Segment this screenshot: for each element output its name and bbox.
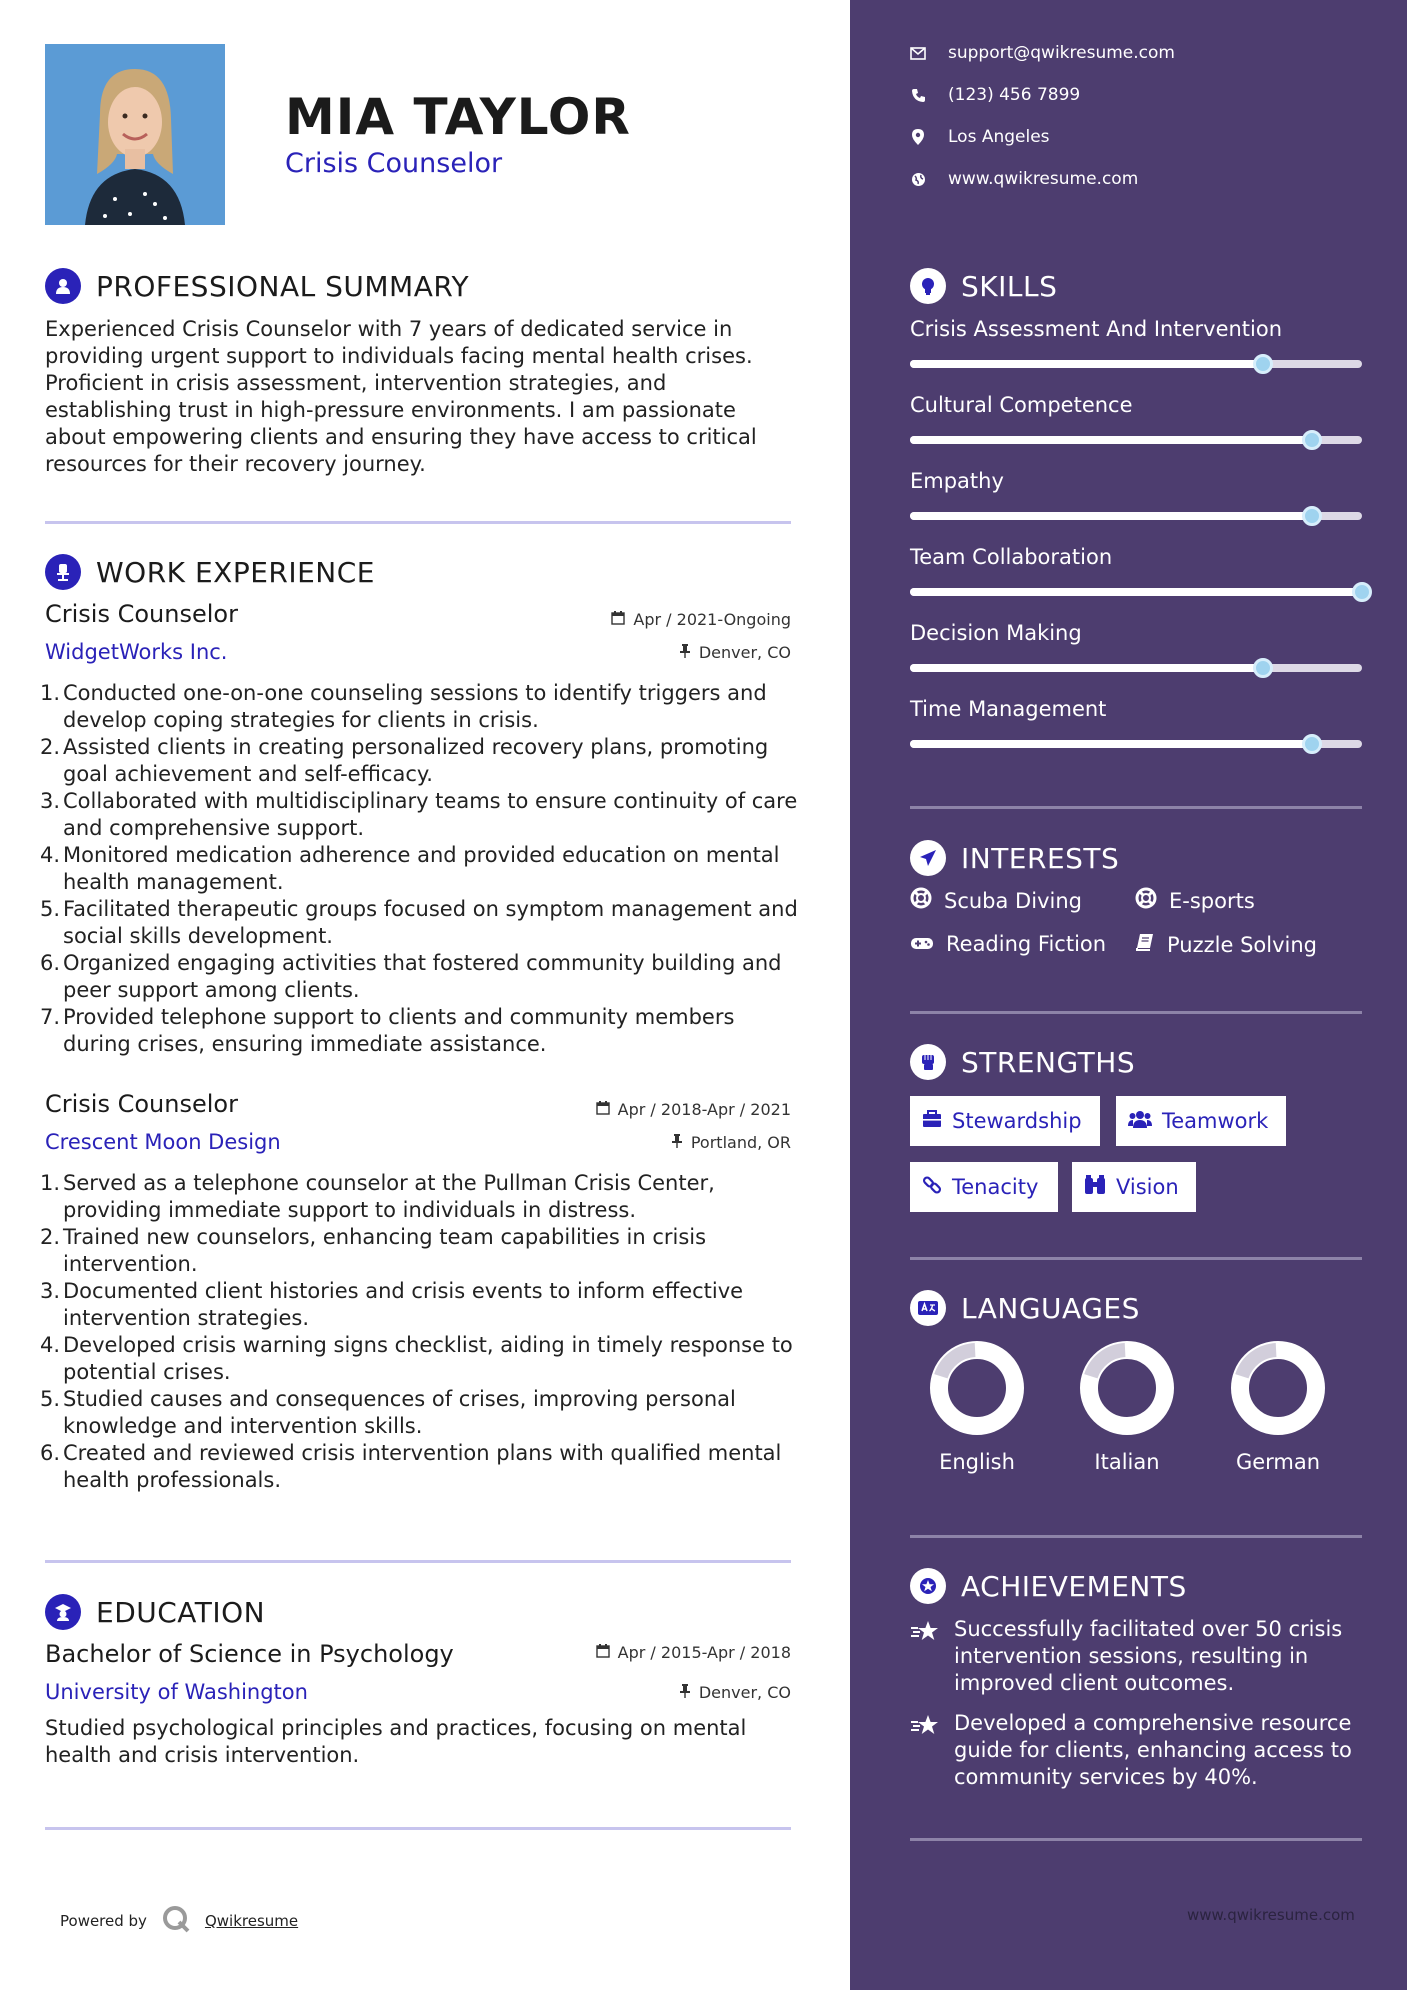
education-heading [45, 1594, 265, 1630]
language-donut-hole [949, 1360, 1005, 1416]
interest-label: Reading Fiction [946, 932, 1107, 956]
skill-bar [910, 664, 1362, 672]
skill-bar-knob [1253, 354, 1273, 374]
skill-bar [910, 360, 1362, 368]
profile-photo [45, 44, 225, 225]
strength-label: Tenacity [952, 1175, 1039, 1199]
skill-label: Empathy [910, 469, 1004, 493]
skills-title: SKILLS [961, 269, 1058, 303]
skill-bar [910, 740, 1362, 748]
fist-icon [910, 1044, 946, 1080]
job-dates [596, 1100, 791, 1119]
achievement-text: Developed a comprehensive resource guide for clients, enhancing access to community services by 40%. [954, 1711, 1352, 1789]
education-location-text: Denver, CO [698, 1683, 791, 1702]
section-divider [910, 1535, 1362, 1538]
pin-icon [671, 1133, 683, 1152]
job-title: Crisis Counselor [45, 600, 238, 628]
skill-bar-fill [910, 588, 1362, 596]
skill-bar-knob [1302, 430, 1322, 450]
star-icon [910, 1616, 940, 1697]
language-donut-hole [1099, 1360, 1155, 1416]
candidate-role: Crisis Counselor [285, 148, 503, 179]
interest-item [1135, 932, 1317, 957]
contact-email-text: support@qwikresume.com [948, 43, 1175, 63]
chair-icon [45, 554, 81, 590]
calendar-icon [596, 1643, 610, 1662]
language-icon [910, 1290, 946, 1326]
skills-heading [910, 268, 1057, 304]
skill-bar [910, 512, 1362, 520]
list-item: 4. Developed crisis warning signs checklist, aiding in timely response to potential crises. [40, 1333, 793, 1384]
envelope-icon [910, 45, 926, 61]
contact-website[interactable] [910, 169, 1138, 189]
pin-icon [679, 643, 691, 662]
education-dates-text: Apr / 2015-Apr / 2018 [617, 1643, 791, 1662]
achievements-heading [910, 1568, 1187, 1604]
job-bullets [40, 1170, 800, 1494]
skill-label: Team Collaboration [910, 545, 1113, 569]
phone-icon [910, 87, 926, 103]
pin-icon [679, 1683, 691, 1702]
contact-phone-text: (123) 456 7899 [948, 85, 1081, 105]
strength-label: Teamwork [1162, 1109, 1269, 1133]
contact-email[interactable] [910, 43, 1175, 63]
language-item [1062, 1340, 1192, 1474]
skill-bar-knob [1352, 582, 1372, 602]
skill-label: Time Management [910, 697, 1107, 721]
book-icon [1135, 932, 1155, 957]
summary-title: PROFESSIONAL SUMMARY [96, 269, 470, 303]
job-location-text: Denver, CO [698, 643, 791, 662]
job-dates-text: Apr / 2018-Apr / 2021 [617, 1100, 791, 1119]
map-marker-icon [910, 129, 926, 145]
binoculars-icon [1084, 1175, 1106, 1200]
lightbulb-icon [910, 268, 946, 304]
skill-bar-fill [910, 740, 1312, 748]
interests-title: INTERESTS [961, 841, 1120, 875]
skill-label: Crisis Assessment And Intervention [910, 317, 1283, 341]
job-location-text: Portland, OR [690, 1133, 791, 1152]
calendar-icon [596, 1100, 610, 1119]
skill-bar-fill [910, 360, 1263, 368]
powered-by-label: Powered by [60, 1912, 147, 1930]
user-icon [45, 268, 81, 304]
interest-label: Scuba Diving [944, 888, 1082, 913]
skill-label: Cultural Competence [910, 393, 1133, 417]
summary-text: Experienced Crisis Counselor with 7 years of dedicated service in providing urgent support to individuals facing mental health crises. Proficient in crisis assessment, intervention strategies, and establishing trust in high-pressure environments. I am passionate about empowering clients and ensuring they have access to critical resources for their recovery journey. [45, 317, 757, 476]
skill-bar [910, 588, 1362, 596]
strengths-heading [910, 1044, 1135, 1080]
education-location [679, 1683, 791, 1702]
list-item: 4. Monitored medication adherence and provided education on mental health management. [40, 843, 780, 894]
contact-location-text: Los Angeles [948, 127, 1050, 147]
star-badge-icon [910, 1568, 946, 1604]
contact-phone[interactable] [910, 85, 1080, 105]
list-item: 6. Organized engaging activities that fostered community building and peer support among clients. [40, 951, 782, 1002]
footer-url[interactable]: www.qwikresume.com [1187, 1906, 1355, 1924]
gamepad-icon [910, 932, 934, 956]
company-name: Crescent Moon Design [45, 1130, 281, 1154]
language-item [912, 1340, 1042, 1474]
paper-plane-icon [910, 840, 946, 876]
job-dates-text: Apr / 2021-Ongoing [633, 610, 791, 629]
life-ring-icon [1135, 887, 1157, 914]
qwikresume-link[interactable]: Qwikresume [204, 1912, 299, 1930]
section-divider [45, 1827, 791, 1830]
skill-bar-fill [910, 664, 1263, 672]
skill-label: Decision Making [910, 621, 1082, 645]
strength-tag [1116, 1096, 1286, 1146]
school-name: University of Washington [45, 1680, 308, 1704]
list-item: 6. Created and reviewed crisis intervention plans with qualified mental health professionals. [40, 1441, 782, 1492]
interest-item [1135, 887, 1255, 914]
language-label: English [939, 1450, 1015, 1474]
powered-by [60, 1904, 298, 1938]
section-divider [910, 1257, 1362, 1260]
job-location [679, 643, 791, 662]
achievement-item [910, 1710, 1370, 1791]
list-item: 7. Provided telephone support to clients and community members during crises, ensuring immediate assistance. [40, 1005, 735, 1056]
list-item: 2. Trained new counselors, enhancing team capabilities in crisis intervention. [40, 1225, 707, 1276]
language-label: German [1235, 1450, 1321, 1474]
strengths-title: STRENGTHS [961, 1045, 1136, 1079]
education-title: EDUCATION [96, 1595, 266, 1629]
experience-title: WORK EXPERIENCE [96, 555, 375, 589]
language-donut [1079, 1340, 1175, 1436]
section-divider [910, 806, 1362, 809]
job-dates [611, 610, 791, 629]
summary-heading [45, 268, 469, 304]
strength-label: Stewardship [952, 1109, 1082, 1133]
strength-tag [910, 1096, 1100, 1146]
graduate-icon [45, 1594, 81, 1630]
experience-heading [45, 554, 375, 590]
strength-tag [910, 1162, 1058, 1212]
skill-bar-fill [910, 512, 1312, 520]
strength-tag [1072, 1162, 1196, 1212]
list-item: 3. Collaborated with multidisciplinary teams to ensure continuity of care and comprehensive support. [40, 789, 798, 840]
language-donut [1230, 1340, 1326, 1436]
interest-item [910, 887, 1082, 914]
skill-bar-knob [1253, 658, 1273, 678]
contact-website-text: www.qwikresume.com [948, 169, 1139, 189]
list-item: 1. Conducted one-on-one counseling sessions to identify triggers and develop coping strategies for clients in crisis. [40, 681, 767, 732]
sidebar [850, 0, 1407, 1990]
calendar-icon [611, 610, 625, 629]
list-item: 5. Studied causes and consequences of crises, improving personal knowledge and intervention skills. [40, 1387, 736, 1438]
degree-title: Bachelor of Science in Psychology [45, 1640, 454, 1668]
skill-bar-fill [910, 436, 1312, 444]
list-item: 1. Served as a telephone counselor at the Pullman Crisis Center, providing immediate support to individuals in distress. [40, 1171, 715, 1222]
interest-label: E-sports [1169, 888, 1255, 913]
job-location [671, 1133, 791, 1152]
skill-bar [910, 436, 1362, 444]
briefcase-icon [922, 1109, 942, 1133]
section-divider [910, 1838, 1362, 1841]
skill-bar-knob [1302, 506, 1322, 526]
job-title: Crisis Counselor [45, 1090, 238, 1118]
list-item: 5. Facilitated therapeutic groups focused on symptom management and social skills development. [40, 897, 798, 948]
interest-item [910, 932, 1106, 956]
users-icon [1128, 1109, 1152, 1133]
contact-location [910, 127, 1050, 147]
candidate-name: MIA TAYLOR [285, 88, 631, 146]
job-bullets [40, 680, 800, 1058]
skill-bar-knob [1302, 734, 1322, 754]
education-text: Studied psychological principles and practices, focusing on mental health and crisis intervention. [45, 1716, 747, 1767]
globe-icon [910, 171, 926, 187]
life-ring-icon [910, 887, 932, 914]
star-icon [910, 1710, 940, 1791]
list-item: 2. Assisted clients in creating personalized recovery plans, promoting goal achievement and self-efficacy. [40, 735, 769, 786]
education-dates [596, 1643, 791, 1662]
strength-label: Vision [1116, 1175, 1179, 1199]
language-label: Italian [1094, 1450, 1160, 1474]
language-donut [929, 1340, 1025, 1436]
achievement-text: Successfully facilitated over 50 crisis intervention sessions, resulting in improved client outcomes. [954, 1617, 1343, 1695]
interest-label: Puzzle Solving [1167, 932, 1317, 957]
company-name: WidgetWorks Inc. [45, 640, 228, 664]
languages-heading [910, 1290, 1140, 1326]
languages-title: LANGUAGES [961, 1291, 1140, 1325]
section-divider [45, 521, 791, 524]
qwikresume-logo-icon [161, 1904, 191, 1938]
language-item [1213, 1340, 1343, 1474]
interests-heading [910, 840, 1119, 876]
section-divider [45, 1560, 791, 1563]
language-donut-hole [1250, 1360, 1306, 1416]
achievement-item [910, 1616, 1370, 1697]
achievements-title: ACHIEVEMENTS [961, 1569, 1187, 1603]
link-icon [922, 1175, 942, 1200]
list-item: 3. Documented client histories and crisis events to inform effective intervention strategies. [40, 1279, 744, 1330]
section-divider [910, 1011, 1362, 1014]
